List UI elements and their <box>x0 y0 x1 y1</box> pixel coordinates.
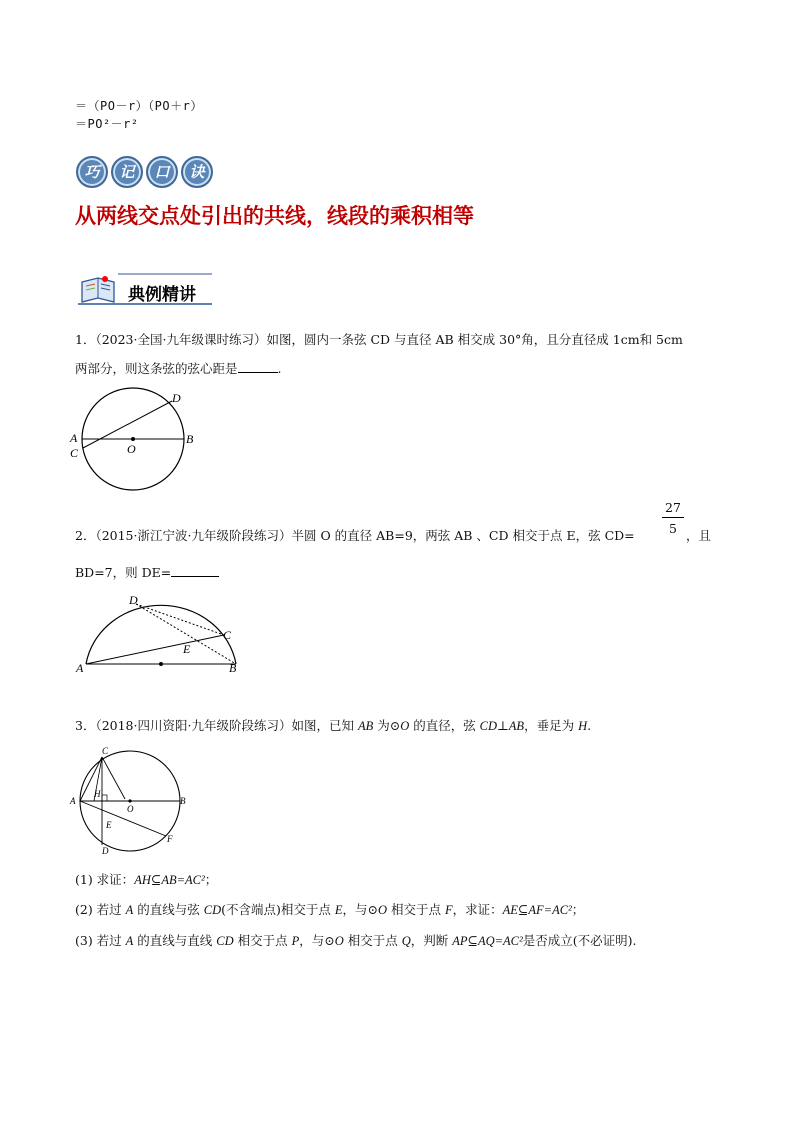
q3-sub3-t5: ，判断 <box>410 933 453 948</box>
q3-sub3-cd: CD <box>216 934 234 948</box>
q2-text-a2: ，且 <box>686 528 712 543</box>
q2-answer-blank[interactable] <box>171 564 219 577</box>
q3-sub-3 <box>75 933 637 949</box>
q1-label-o: O <box>127 442 136 456</box>
q3-label-a: A <box>70 796 76 806</box>
question-1-line-2 <box>75 360 282 377</box>
q2-fraction <box>662 500 684 536</box>
q3-cd-perp-ab: CD⊥AB <box>479 719 525 733</box>
q3-o: O <box>400 719 410 733</box>
q3-sub2-o: O <box>377 903 388 917</box>
q3-number: 3． <box>75 718 96 733</box>
q3-text-e: . <box>587 718 592 733</box>
q2-label-e: E <box>183 642 191 656</box>
badge-kou: 口 <box>146 156 178 188</box>
q3-label-h: H <box>94 789 101 799</box>
q1-text-end: . <box>277 361 282 376</box>
q3-label-b: B <box>180 796 186 806</box>
q3-label-e: E <box>106 820 112 830</box>
q3-sub3-t1: 的直线与直线 <box>133 933 217 948</box>
q2-text-a: 半圆 O 的直径 AB=9，两弦 AB 、CD 相交于点 E，弦 CD= <box>291 528 635 543</box>
q2-label-d: D <box>129 593 138 607</box>
q3-text-a: 如图，已知 <box>291 718 358 733</box>
q1-source: （2023·全国·九年级课时练习） <box>95 332 267 347</box>
formula-line-2: ＝PO²－r² <box>75 117 139 131</box>
q3-label-c: C <box>102 746 109 756</box>
q1-figure <box>66 386 206 500</box>
badge-ji: 记 <box>111 156 143 188</box>
q2-label-a: A <box>76 661 84 675</box>
q3-sub3-q: Q <box>401 934 411 948</box>
q3-sub3-t2: 相交于点 <box>233 933 292 948</box>
q3-sub2-e: E <box>334 903 343 917</box>
q3-figure <box>68 745 194 857</box>
q2-frac-num: 27 <box>665 500 681 515</box>
q3-sub3-expr: AP⊆AQ=AC² <box>452 934 523 948</box>
q3-sub3-a: A <box>125 934 134 948</box>
mnemonic-text: 从两线交点处引出的共线，线段的乘积相等 <box>75 204 474 228</box>
q3-h: H <box>578 719 588 733</box>
q2-text-b: BD=7，则 DE= <box>75 565 172 580</box>
q3-sub2-label: (2) 若过 <box>75 902 126 917</box>
badge-qiao: 巧 <box>76 156 108 188</box>
q3-text-c: 的直径，弦 <box>409 718 480 733</box>
badge-jue: 诀 <box>181 156 213 188</box>
q3-sub2-a: A <box>125 903 134 917</box>
q3-sub2-t3: ，与⊙ <box>342 902 378 917</box>
question-1 <box>75 332 735 348</box>
section-title: 典例精讲 <box>128 285 196 305</box>
q3-label-o: O <box>127 804 134 814</box>
q1-label-c: C <box>70 446 79 460</box>
q1-text-a: 如图，圆内一条弦 CD 与直径 AB 相交成 30°角，且分直径成 1cm和 5cm <box>266 332 683 347</box>
q3-sub3-p: P <box>291 934 300 948</box>
q3-sub-1 <box>75 872 217 888</box>
q3-sub3-t3: ，与⊙ <box>299 933 335 948</box>
q3-sub2-t1: 的直线与弦 <box>133 902 204 917</box>
formula-line-1: ＝（PO－r）（PO＋r） <box>75 99 203 113</box>
q2-label-b: B <box>229 661 237 675</box>
q3-sub3-end: 是否成立(不必证明). <box>522 933 637 948</box>
q3-sub2-expr: AE⊆AF=AC² <box>502 903 572 917</box>
q1-label-d: D <box>172 391 181 405</box>
q1-label-b: B <box>186 432 194 446</box>
q3-sub2-cd: CD <box>203 903 222 917</box>
q3-sub3-o: O <box>334 934 344 948</box>
q1-number: 1． <box>75 332 96 347</box>
q3-ab: AB <box>357 719 374 733</box>
q3-sub2-end: ； <box>571 902 585 917</box>
q2-number: 2． <box>75 528 96 543</box>
q3-sub1-label: (1) 求证： <box>75 872 135 887</box>
q2-figure <box>72 592 248 678</box>
q3-sub2-t2: (不含端点)相交于点 <box>221 902 335 917</box>
q3-sub1-end: ； <box>204 872 218 887</box>
question-2 <box>75 528 635 544</box>
q2-frac-den: 5 <box>669 521 677 536</box>
q2-source: （2015·浙江宁波·九年级阶段练习） <box>95 528 292 543</box>
q3-sub1-expr: AH⊆AB=AC² <box>134 873 205 887</box>
q1-answer-blank[interactable] <box>238 360 278 373</box>
q3-text-b: 为⊙ <box>373 718 401 733</box>
q3-label-d: D <box>102 846 109 856</box>
q2-label-c: C <box>223 628 232 642</box>
q3-source: （2018·四川资阳·九年级阶段练习） <box>95 718 292 733</box>
q3-sub2-f: F <box>444 903 453 917</box>
question-3 <box>75 718 591 734</box>
q3-label-f: F <box>167 834 173 844</box>
q1-label-a: A <box>70 431 78 445</box>
q3-sub3-label: (3) 若过 <box>75 933 126 948</box>
q1-text-b: 两部分，则这条弦的弦心距是 <box>75 361 238 376</box>
q3-text-d: ，垂足为 <box>524 718 579 733</box>
q3-sub-2 <box>75 902 584 918</box>
q3-sub2-t4: 相交于点 <box>387 902 445 917</box>
section-header <box>78 270 218 308</box>
q3-sub3-t4: 相交于点 <box>343 933 402 948</box>
q3-sub2-t5: ，求证： <box>452 902 503 917</box>
question-2-line-2 <box>75 564 219 581</box>
